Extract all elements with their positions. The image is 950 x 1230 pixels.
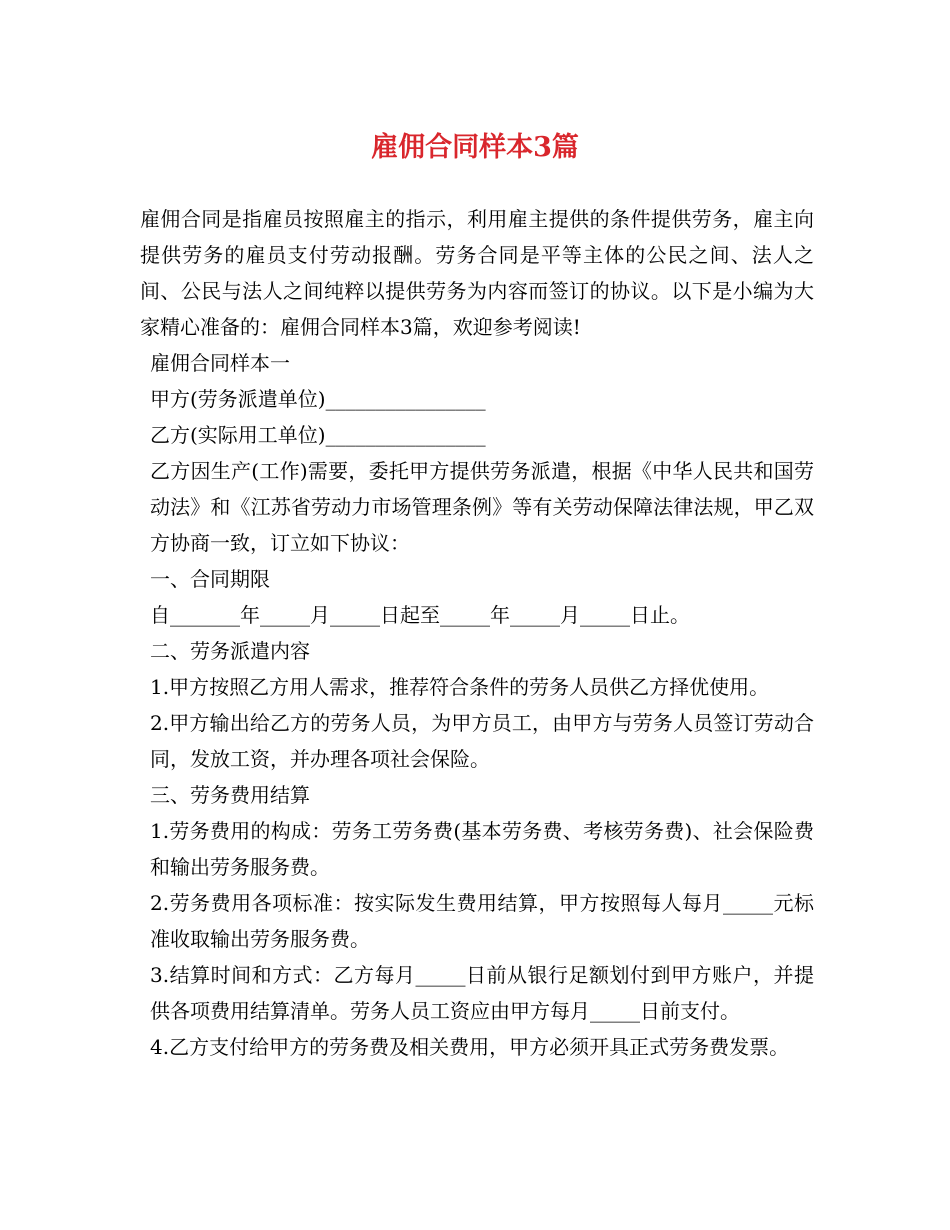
term-dates-line: 自_______年_____月_____日起至_____年_____月_____日止。 (150, 603, 690, 627)
settlement-clause-3: 3.结算时间和方式：乙方每月_____日前从银行足额划付到甲方账户，并提供各项费用结算清单。劳务人员工资应由甲方每月_____日前支付。 (150, 963, 814, 1023)
dispatch-clause-2: 2.甲方输出给乙方的劳务人员，为甲方员工，由甲方与劳务人员签订劳动合同，发放工资，并办理各项社会保险。 (150, 711, 814, 771)
settlement-clause-1: 1.劳务费用的构成：劳务工劳务费(基本劳务费、考核劳务费)、社会保险费和输出劳务服务费。 (150, 819, 814, 879)
sample-one-heading: 雇佣合同样本一 (150, 351, 290, 375)
document-body (140, 201, 814, 1065)
document-title: 雇佣合同样本3篇 (371, 132, 579, 163)
section-heading-settlement: 三、劳务费用结算 (150, 783, 310, 807)
section-heading-dispatch: 二、劳务派遣内容 (150, 639, 310, 663)
settlement-clause-2: 2.劳务费用各项标准：按实际发生费用结算，甲方按照每人每月_____元标准收取输出劳务服务费。 (150, 891, 814, 951)
party-a-line: 甲方(劳务派遣单位)________________ (150, 387, 486, 411)
preamble-paragraph: 乙方因生产(工作)需要，委托甲方提供劳务派遣，根据《中华人民共和国劳动法》和《江苏省劳动力市场管理条例》等有关劳动保障法律法规，甲乙双方协商一致，订立如下协议： (150, 459, 814, 555)
section-heading-term: 一、合同期限 (150, 567, 270, 591)
intro-paragraph: 雇佣合同是指雇员按照雇主的指示，利用雇主提供的条件提供劳务，雇主向提供劳务的雇员支付劳动报酬。劳务合同是平等主体的公民之间、法人之间、公民与法人之间纯粹以提供劳务为内容而签订的协议。以下是小编为大家精心准备的：雇佣合同样本3篇，欢迎参考阅读! (140, 207, 814, 339)
dispatch-clause-1: 1.甲方按照乙方用人需求，推荐符合条件的劳务人员供乙方择优使用。 (150, 675, 770, 699)
settlement-clause-4: 4.乙方支付给甲方的劳务费及相关费用，甲方必须开具正式劳务费发票。 (150, 1035, 790, 1059)
party-b-line: 乙方(实际用工单位)________________ (150, 423, 486, 447)
